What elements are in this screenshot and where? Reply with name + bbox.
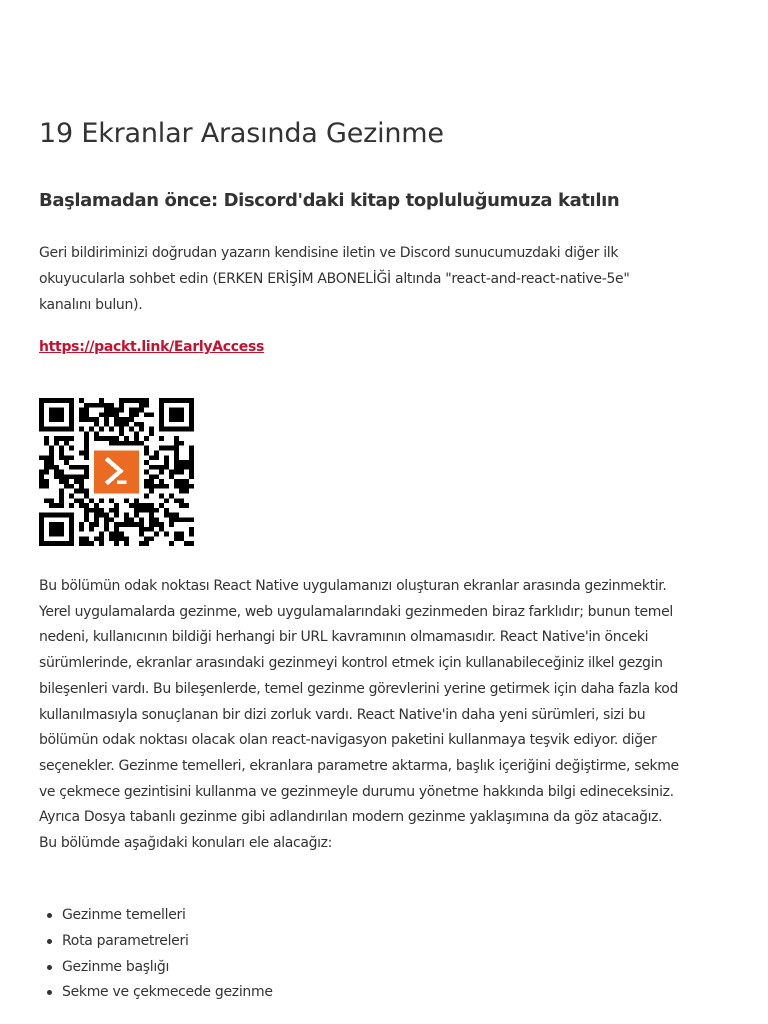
qr-code-icon bbox=[39, 398, 194, 546]
list-item bbox=[62, 903, 273, 929]
bullet-icon bbox=[47, 965, 52, 970]
bullet-icon bbox=[47, 913, 52, 918]
list-item bbox=[62, 980, 273, 1006]
list-item-label: Rota parametreleri bbox=[62, 932, 189, 949]
list-item-label: Gezinme temelleri bbox=[62, 907, 186, 923]
bullet-icon bbox=[47, 990, 52, 995]
packt-logo-icon bbox=[94, 451, 139, 494]
section-heading: Başlamadan önce: Discord'daki kitap topluluğumuza katılın bbox=[39, 190, 620, 211]
body-paragraph: Bu bölümün odak noktası React Native uygulamanızı oluşturan ekranlar arasında gezinmektir. Yerel uygulamalarda gezinme, web uygulamalarındaki gezinmeden biraz farklıdır; bunun temel nedeni, kullanıcının bildiği herhangi bir URL kavramının olmamasıdır. React Native'in önceki sürümlerinde, ekranlar arasındaki gezinmeyi kontrol etmek için kullanabileceğiniz ilkel gezgin bileşenleri vardı. Bu bileşenlerde, temel gezinme görevlerini yerine getirmek için daha fazla kod kullanılmasıyla sonuçlanan bir dizi zorluk vardı. React Native'in daha yeni sürümleri, sizi bu bölümün odak noktası olacak olan react-navigasyon paketini kullanmaya teşvik ediyor. diğer seçenekler. Gezinme temelleri, ekranlara parametre aktarma, başlık içeriğini değiştirme, sekme ve çekmece gezintisini kullanma ve gezinmeyle durumu yönetme hakkında bilgi edineceksiniz. Ayrıca Dosya tabanlı gezinme gibi adlandırılan modern gezinme yaklaşımına da göz atacağız. Bu bölümde aşağıdaki konuları ele alacağız: bbox=[39, 578, 679, 852]
early-access-link[interactable]: https://packt.link/EarlyAccess bbox=[39, 339, 265, 355]
list-item bbox=[62, 929, 273, 955]
topics-list bbox=[39, 903, 273, 1006]
bullet-icon bbox=[47, 939, 52, 944]
list-item bbox=[62, 955, 273, 981]
intro-paragraph: Geri bildiriminizi doğrudan yazarın kendisine iletin ve Discord sunucumuzdaki diğer ilk okuyucularla sohbet edin (ERKEN ERİŞİM ABONELİĞİ altında "react-and-react-native-5e" kanalını bulun). bbox=[39, 245, 630, 313]
list-item-label: Gezinme başlığı bbox=[62, 958, 170, 975]
list-item-label: Sekme ve çekmecede gezinme bbox=[62, 984, 273, 1001]
chapter-title: 19 Ekranlar Arasında Gezinme bbox=[39, 118, 444, 149]
